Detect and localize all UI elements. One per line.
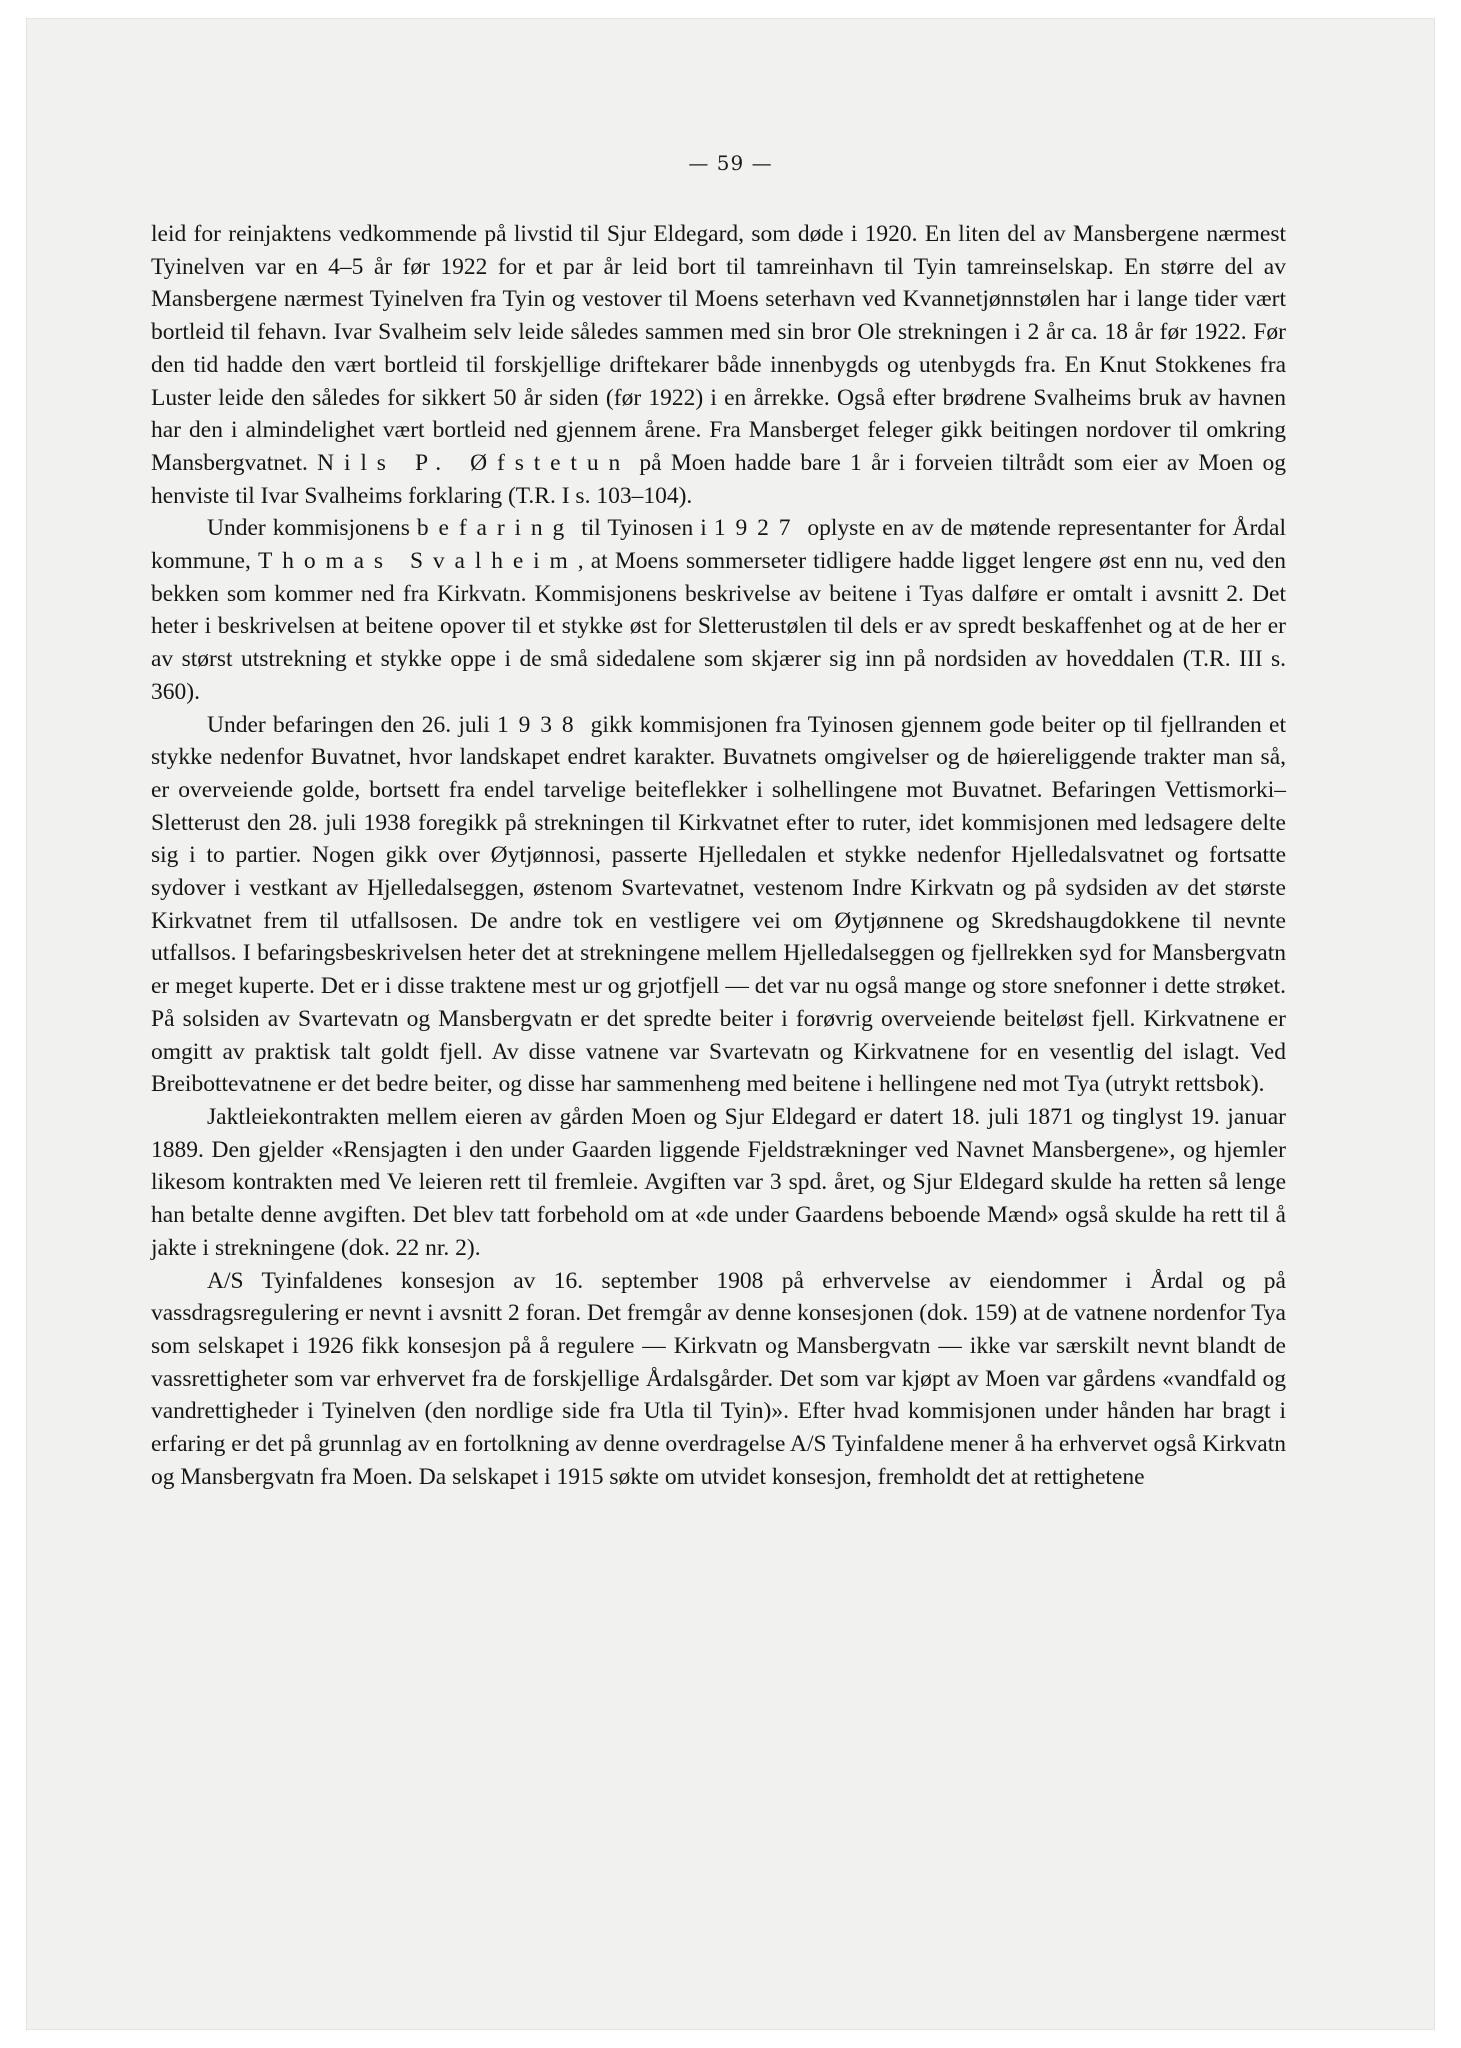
paragraph <box>151 709 1286 1101</box>
paragraph-text: gikk kommisjonen fra Tyinosen gjennem gode beiter op til fjellranden et stykke nedenfor Buvatnet, hvor landskapet endret karakter. Buvatnets omgivelser og de høiereliggende trakter man så, er overveiende golde, bortsett fra endel tarvelige beiteflekker i solhellingene mot Buvatnet. Befaringen Vettismorki–Sletterust den 28. juli 1938 foregikk på strekningen til Kirkvatnet efter to ruter, idet kommisjonen med ledsagere delte sig i to partier. Nogen gikk over Øytjønnosi, passerte Hjelledalen et stykke nedenfor Hjelledalsvatnet og fortsatte sydover i vestkant av Hjelledalseggen, østenom Svartevatnet, vestenom Indre Kirkvatn og på sydsiden av det største Kirkvatnet frem til utfallsosen. De andre tok en vestligere vei om Øytjønnene og Skredshaugdokkene til nevnte utfallsos. I befaringsbeskrivelsen heter det at strekningene mellem Hjelledalseggen og fjellrekken syd for Mansbergvatn er meget kuperte. Det er i disse traktene mest ur og grjotfjell — det var nu også mange og store snefonner i dette strøket. På solsiden av Svartevatn og Mansbergvatn er det spredte beiter i forøvrig overveiende beiteløst fjell. Kirkvatnene er omgitt av praktisk talt goldt fjell. Av disse vatnene var Svartevatn og Kirkvatnene for en vesentlig del islagt. Ved Breibottevatnene er det bedre beiter, og disse har sammenheng med beitene i hellingene ned mot Tya (utrykt rettsbok). <box>151 711 1286 1098</box>
paragraph-text: til Tyinosen i <box>574 515 714 542</box>
paragraph-text: på Moen hadde bare 1 år i forveien tiltrådt som eier av Moen og henviste til Ivar Svalheims forklaring (T.R. I s. 103–104). <box>151 449 1286 509</box>
paragraph-text: A/S Tyinfaldenes konsesjon av 16. september 1908 på erhvervelse av eiendommer i Årdal og på vassdragsregulering er nevnt i avsnitt 2 foran. Det fremgår av denne konsesjonen (dok. 159) at de vatnene nordenfor Tya som selskapet i 1926 fikk konsesjon på å regulere — Kirkvatn og Mansbergvatn — ikke var særskilt nevnt blandt de vassrettigheter som var erhvervet fra de forskjellige Årdalsgårder. Det som var kjøpt av Moen var gårdens «vandfald og vandrettigheder i Tyinelven (den nordlige side fra Utla til Tyin)». Efter hvad kommisjonen under hånden har bragt i erfaring er det på grunnlag av en fortolkning av denne overdragelse A/S Tyinfaldene mener å ha erhvervet også Kirkvatn og Mansbergvatn fra Moen. Da selskapet i 1915 søkte om utvidet konsesjon, fremholdt det at rettighetene <box>151 1267 1286 1490</box>
paragraph-text: , at Moens sommerseter tidligere hadde ligget lengere øst enn nu, ved den bekken som kommer ned fra Kirkvatn. Kommisjonens beskrivelse av beitene i Tyas dalføre er omtalt i avsnitt 2. Det heter i beskrivelsen at beitene opover til et stykke øst for Sletterustølen til dels er av spredt beskaffenhet og at de her er av størst utstrekning et stykke oppe i de små sidedalene som skjærer sig inn på nordsiden av hoveddalen (T.R. III s. 360). <box>151 548 1287 705</box>
paragraph <box>151 1101 1286 1265</box>
paragraph-text: leid for reinjaktens vedkommende på livstid til Sjur Eldegard, som døde i 1920. En liten del av Mansbergene nærmest Tyinelven var en 4–5 år før 1922 for et par år leid bort til tamreinhavn til Tyin tamreinselskap. En større del av Mansbergene nærmest Tyinelven fra Tyin og vestover til Moens seterhavn ved Kvannetjønnstølen har i lange tider vært bortleid til fehavn. Ivar Svalheim selv leide således sammen med sin bror Ole strekningen i 2 år ca. 18 år før 1922. Før den tid hadde den vært bortleid til forskjellige driftekarer både innenbygds og utenbygds fra. En Knut Stokkenes fra Luster leide den således for sikkert 50 år siden (før 1922) i en årrekke. Også efter brødrene Svalheims bruk av havnen har den i almindelighet vært bortleid ned gjennem årene. Fra Mansberget feleger gikk beitingen nordover til omkring Mansbergvatnet. <box>151 221 1286 476</box>
paragraph-text: Under kommisjonens <box>207 515 417 542</box>
paragraph-text: oplyste en av de møtende representanter for Årdal kommune, <box>151 515 1286 575</box>
spaced-emphasis-text: Nils P. Øfstetun <box>317 449 631 476</box>
spaced-emphasis-text: 1938 <box>496 711 584 738</box>
paragraph <box>151 512 1286 708</box>
paragraph-text: Under befaringen den 26. juli <box>207 711 497 738</box>
document-page <box>26 18 1435 2030</box>
paragraph-text: Jaktleiekontrakten mellem eieren av gården Moen og Sjur Eldegard er datert 18. juli 1871 og tinglyst 19. januar 1889. Den gjelder «Rensjagten i den under Gaarden liggende Fjeldstrækninger ved Navnet Mansbergene», og hjemler likesom kontrakten med Ve leieren rett til fremleie. Avgiften var 3 spd. året, og Sjur Eldegard skulde ha retten så lenge han betalte denne avgiften. Det blev tatt forbehold om at «de under Gaardens beboende Mænd» også skulde ha rett til å jakte i strekningene (dok. 22 nr. 2). <box>151 1103 1286 1261</box>
body-text <box>151 218 1286 1493</box>
page-number: — 59 — <box>688 151 773 175</box>
spaced-emphasis-text: 1927 <box>713 515 801 542</box>
spaced-emphasis-text: befaring <box>416 515 575 542</box>
spaced-emphasis-text: Thomas Svalheim <box>258 548 578 575</box>
paragraph <box>151 218 1286 512</box>
paragraph <box>151 1265 1286 1494</box>
